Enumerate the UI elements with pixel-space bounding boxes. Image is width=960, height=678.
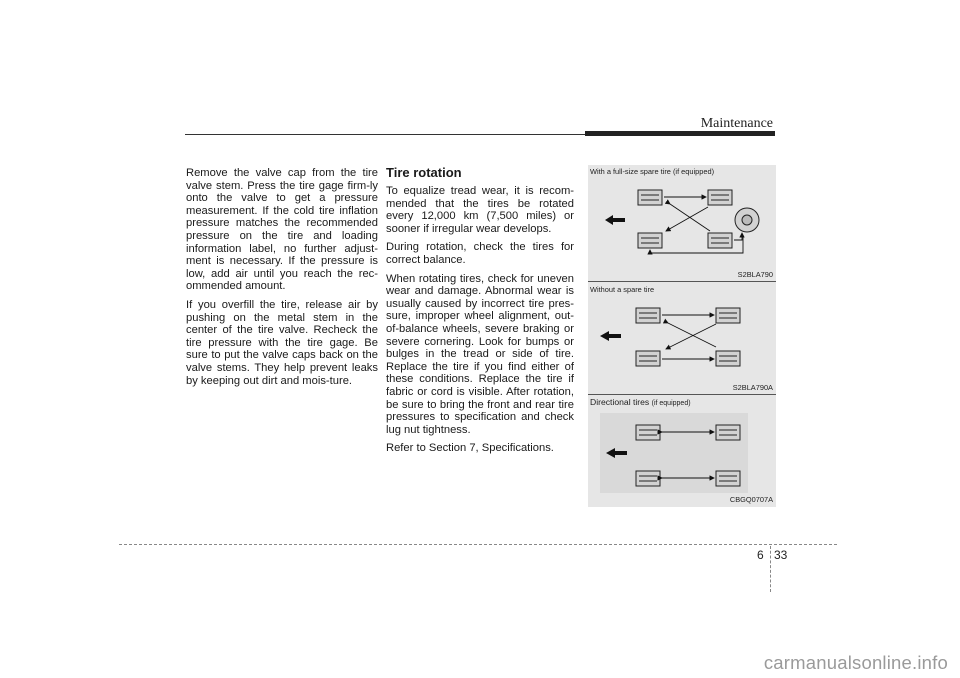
figure-without-spare (588, 283, 776, 395)
left-paragraph-1: Remove the valve cap from the tire valve stem. Press the tire gage firm-ly onto the valve to get a pressure measurement. If the cold tire inflation pressure matches the recommended pressure on the tire and loading information label, no further adjust-ment is necessary. If the pressure is low, add air until you reach the rec-ommended amount. (186, 167, 378, 293)
direction-arrow-icon (600, 331, 621, 341)
tire-icon (636, 308, 660, 323)
tire-icon (636, 351, 660, 366)
footer-vertical-rule (770, 546, 771, 592)
figure-caption: Without a spare tire (590, 285, 655, 294)
rotation-diagram-spare (588, 165, 776, 283)
figure-caption-main: Directional tires (590, 397, 650, 407)
tire-icon (638, 233, 662, 248)
middle-column (386, 166, 574, 461)
figure-caption: With a full-size spare tire (if equipped) (590, 167, 715, 176)
section-title: Tire rotation (386, 165, 462, 180)
section-number: 6 (757, 548, 764, 562)
mid-paragraph-2: During rotation, check the tires for correct balance. (386, 241, 574, 266)
tire-icon (708, 233, 732, 248)
header-rule-thick (585, 131, 775, 136)
watermark: carmanualsonline.info (763, 652, 948, 673)
tire-icon (636, 471, 660, 486)
figure-divider (588, 281, 776, 282)
tire-icon (638, 190, 662, 205)
spare-tire-icon (735, 208, 759, 232)
figure-code: S2BLA790A (732, 383, 773, 392)
rotation-diagram-directional (588, 395, 776, 507)
tire-icon (716, 351, 740, 366)
mid-paragraph-4: Refer to Section 7, Specifications. (386, 442, 554, 455)
figure-code: S2BLA790 (737, 270, 773, 279)
tire-icon (716, 308, 740, 323)
header-title: Maintenance (700, 116, 773, 131)
rotation-diagram-no-spare (588, 283, 776, 395)
figure-directional-tires (588, 395, 776, 507)
footer-rule (119, 544, 837, 545)
mid-paragraph-3: When rotating tires, check for uneven wear and damage. Abnormal wear is usually caused by incorrect tire pres-sure, improper wheel alignment, out-of-balance wheels, severe braking or severe cornering. Look for bumps or bulges in the tread or side of tire. Replace the tire if you find either of these conditions. Replace the tire if fabric or cord is visible. After rotation, be sure to bring the front and rear tire pressures to specification and check lug nut tightness. (386, 272, 574, 436)
figure-caption-note: (if equipped) (651, 400, 691, 407)
tire-icon (708, 190, 732, 205)
tire-icon (716, 471, 740, 486)
left-column (186, 167, 378, 393)
direction-arrow-icon (605, 215, 625, 225)
figure-code: CBGQ0707A (729, 495, 773, 504)
mid-paragraph-1: To equalize tread wear, it is recom-mended that the tires be rotated every 12,000 km (7,500 miles) or sooner if irregular wear develops. (386, 185, 574, 235)
tire-icon (636, 425, 660, 440)
left-paragraph-2: If you overfill the tire, release air by pushing on the metal stem in the center of the tire valve. Recheck the tire pressure with the tire gage. Be sure to put the valve caps back on the valve stems. They help prevent leaks by keeping out dirt and mois-ture. (186, 298, 378, 387)
figure-full-size-spare (588, 165, 776, 283)
page-number-value: 33 (774, 548, 788, 562)
tire-icon (716, 425, 740, 440)
